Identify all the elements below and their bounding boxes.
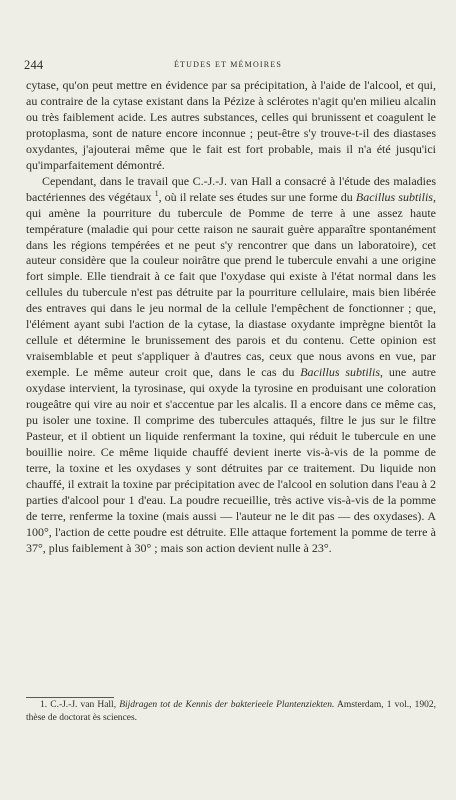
paragraph-2-text-b: , où il relate ses études sur une forme du <box>158 189 356 204</box>
footnote <box>26 699 436 724</box>
running-head: ÉTUDES ET MÉMOIRES <box>173 60 283 69</box>
footnote-title: Bijdragen tot de Kennis der bakterieele Plantenziekten. <box>119 700 335 710</box>
paragraph-2-text-d: , une autre oxydase intervient, la tyrosinase, qui oxyde la tyrosine en produisant une coloration rougeâtre qui vire au noir et s'accentue par les alcalis. Il a encore dans ce même cas, pu isoler une toxine. Il comprime des tubercules attaqués, filtre le jus sur le filtre Pasteur, et il obtient un liquide renfermant la toxine, qui réduit le tubercule en une bouillie noire. Ce même liquide chauffé devient inerte vis-à-vis de la pomme de terre, la toxine et les oxydases y sont détruites par ce traitement. Du liquide non chauffé, il extrait la toxine par précipitation avec de l'alcool en solution dans l'eau à 2 parties d'alcool pour 1 d'eau. La poudre recueillie, très active vis-à-vis de la pomme de terre, renferme la toxine (mais aussi — l'auteur ne le dit pas — des oxydases). A 100°, l'action de cette poudre est détruite. Elle attaque fortement la pomme de terre à 37°, plus faiblement à 30° ; mais son action devient nulle à 23°. <box>26 365 436 555</box>
species-name-italic-2: Bacillus subtilis <box>300 365 381 380</box>
paragraph-2-text-a: Cependant, dans le travail que C.-J.-J. van Hall a consacré à l'étude des maladies bactériennes des végétaux <box>26 173 436 204</box>
paragraph-2 <box>26 174 436 557</box>
body-text <box>26 78 436 557</box>
paragraph-1: cytase, qu'on peut mettre en évidence par sa précipitation, à l'aide de l'alcool, et qui, au contraire de la cytase existant dans la Pézize à sclérotes n'agit qu'en milieu alcalin ou très faiblement acide. Les autres substances, celles qui brunissent et coagulent le protoplasma, sont de nature encore inconnue ; peut-être s'y trouve-t-il des diastases oxydantes, j'ajouterai même que le fait est fort probable, mais il n'a été jusqu'ici qu'imparfaitement démontré. <box>26 78 436 172</box>
footnote-author: C.-J.-J. van Hall, <box>50 700 120 710</box>
page-header <box>24 58 432 72</box>
footnote-divider <box>26 697 114 698</box>
paragraph-2-text-c: , qui amène la pourriture du tubercule de Pomme de terre à une assez haute température (maladie qui pour cette raison ne saurait guère apparaître spontanément dans les régions tempérées et ne peut s'y rencontrer que dans un laboratoire), cet auteur considère que la couleur noirâtre que prend le tubercule envahi a une origine fort simple. Elle tiendrait à ce fait que l'oxydase qui existe à l'état normal dans les cellules du tubercule n'est pas détruite par la pourriture cellulaire, mais bien libérée des entraves qui dans le jeu normal de la cellule l'empêchent de fonctionner ; que, l'élément ayant subi l'action de la cytase, la diastase oxydante imprègne bientôt la cellule et détermine le brunissement des parois et du contenu. Cette opinion est vraisemblable et peut s'appliquer à d'autres cas, ceux que nous avons en vue, par exemple. Le même auteur croit que, dans le cas du <box>26 189 436 380</box>
footnote-number: 1. <box>40 700 48 710</box>
footnote-reference: 1 <box>154 188 159 198</box>
species-name-italic: Bacillus subtilis <box>355 189 433 204</box>
footnote-details: Amsterdam, 1 vol., 1902, thèse de doctorat ès sciences. <box>26 700 436 723</box>
page-number: 244 <box>24 58 44 72</box>
